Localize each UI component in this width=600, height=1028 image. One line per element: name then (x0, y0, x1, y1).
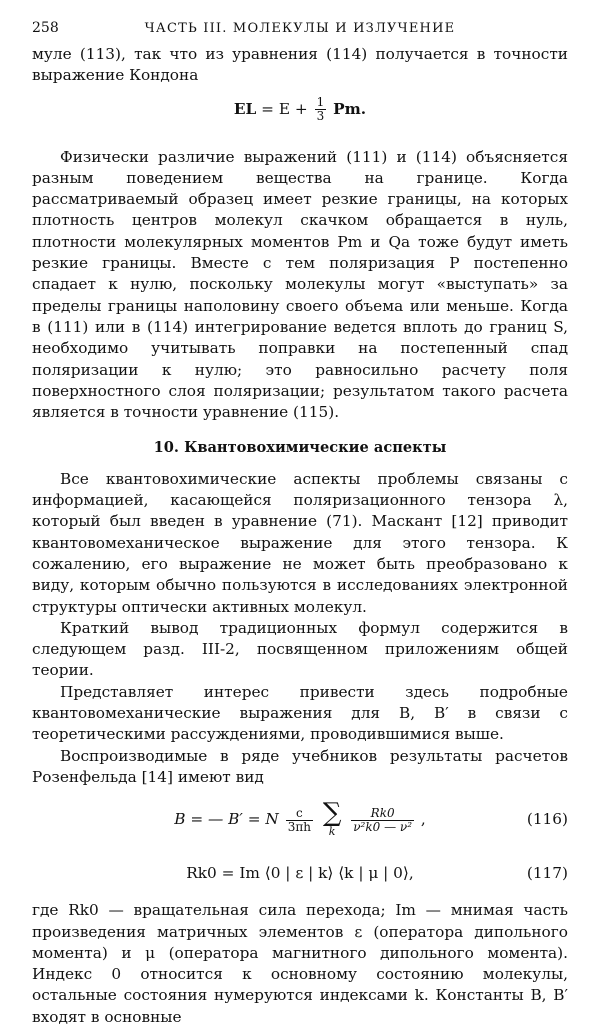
formula-116-fraction-2 (351, 807, 414, 834)
paragraph-6: Воспроизводимые в ряде учебников результаты расчетов Розенфельда [14] имеют вид (32, 746, 568, 786)
paragraph-4: Краткий вывод традиционных формул содержится в следующем разд. III-2, посвященном приложениям общей теории. (32, 618, 568, 680)
formula-117-expression: Rk0 = Im ⟨0 | ε | k⟩ ⟨k | μ | 0⟩, (186, 864, 414, 883)
running-title: ЧАСТЬ III. МОЛЕКУЛЫ И ИЗЛУЧЕНИЕ (144, 21, 456, 36)
formula-116-frac1-den: 3πh (287, 819, 311, 834)
formula-116-tail: , (420, 810, 426, 829)
formula-116-frac2-num: Rk0 (351, 807, 414, 821)
formula-condon-frac-num: 1 (316, 95, 325, 110)
formula-116-frac1-num: c (286, 807, 313, 821)
paragraph-3: Все квантовохимические аспекты проблемы связаны с информацией, касающейся поляризационного тензора λ, который был введен в уравнение (71). Маскант [12] приводит квантовомеханическое выражение для этого тензора. К сожалению, его выражение не может быть преобразовано к виду, которым обычно пользуются в исследованиях электронной структуры оптически активных молекул. (32, 469, 568, 616)
page (32, 18, 568, 1028)
formula-condon-fraction (315, 96, 327, 123)
formula-condon-rhs-start: = E + (261, 99, 308, 118)
formula-condon-rhs-end: Pm. (333, 99, 367, 118)
formula-116-sum-symbol: ∑ (322, 798, 342, 829)
formula-116 (32, 792, 568, 846)
formula-117-number: (117) (526, 864, 568, 883)
formula-116-fraction-1 (286, 807, 313, 834)
page-number: 258 (32, 20, 59, 36)
formula-116-number: (116) (526, 810, 568, 829)
formula-condon-frac-den: 3 (316, 109, 325, 124)
formula-116-sum-index: k (328, 825, 336, 839)
paragraph-1: муле (113), так что из уравнения (114) получается в точности выражение Кондона (32, 45, 568, 85)
formula-condon (32, 89, 568, 129)
running-header (32, 18, 568, 44)
formula-condon-lhs: EL (233, 99, 257, 118)
section-title: 10. Квантовохимические аспекты (153, 439, 447, 457)
formula-116-lhs: B = — B′ = N (174, 810, 279, 829)
formula-116-frac2-den: ν²k0 — ν² (353, 819, 413, 834)
paragraph-7: где Rk0 — вращательная сила перехода; Im — мнимая часть произведения матричных элементов ε (оператора дипольного момента) и μ (оператора магнитного дипольного момента). Индекс 0 относится к основному состоянию молекулы, остальные состояния нумеруются индексами k. Константы B, B′ входят в основные (32, 901, 568, 1026)
formula-117 (32, 858, 568, 888)
paragraph-2: Физически различие выражений (111) и (114) объясняется разным поведением вещества на границе. Когда рассматриваемый образец имеет резкие границы, на которых плотность центров молекул скачком обращается в нуль, плотности молекулярных моментов Pm и Qa тоже будут иметь резкие границы. Вместе с тем поляризация P постепенно спадает к нулю, поскольку молекулы могут «выступать» за пределы границы наполовину своего объема или меньше. Когда в (111) или в (114) интегрирование ведется вплоть до границ S, необходимо учитывать поправки на постепенный спад поляризации к нулю; это равносильно расчету поля поверхностного слоя поляризации; результатом такого расчета является в точности уравнение (115). (32, 147, 568, 422)
formula-116-sum (322, 798, 342, 839)
paragraph-5: Представляет интерес привести здесь подробные квантовомеханические выражения для B, B′ в связи с теоретическими рассуждениями, проводившимися выше. (32, 682, 568, 744)
